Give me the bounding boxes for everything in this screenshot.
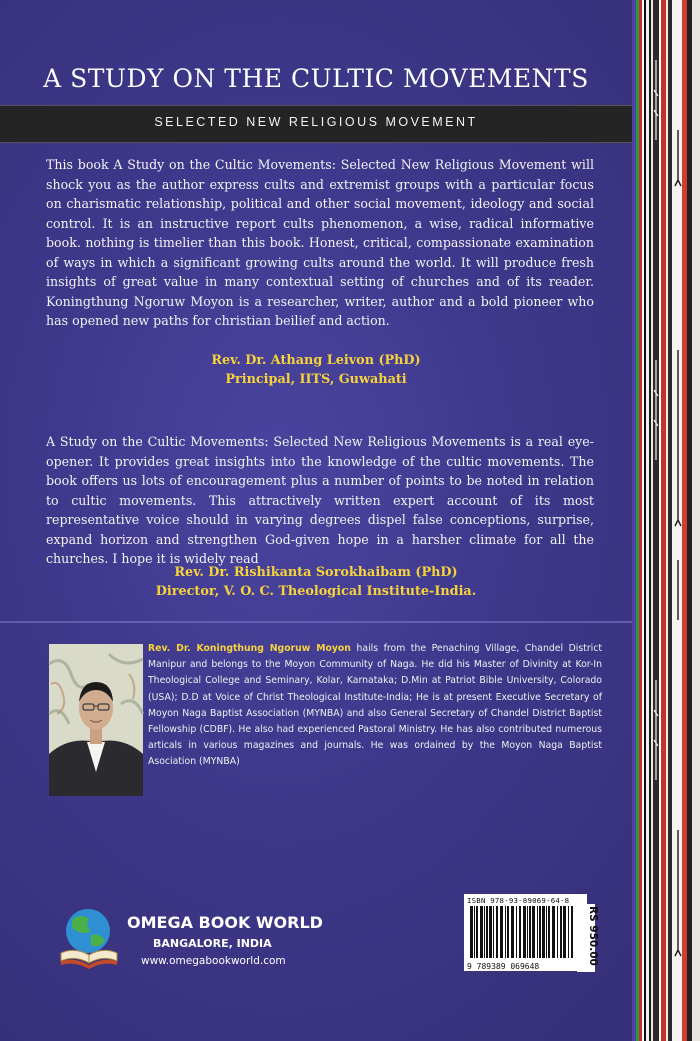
spine-edge bbox=[632, 0, 700, 1041]
barcode-panel bbox=[464, 894, 587, 971]
publisher-block bbox=[55, 905, 355, 985]
price-label bbox=[577, 904, 599, 972]
isbn-label: ISBN 978-93-89069-64-8 bbox=[467, 896, 570, 905]
endorsement-text-2: A Study on the Cultic Movements: Selected New Religious Movements is a real eye-opener. It provides great insights into the knowledge of the cultic movements. The book offers us lots of encouragement plus a number of points to be noted in relation to cultic movements. This attractively written expert account of its most representative voice should in varying degrees dispel false conceptions, surprise, expand horizon and strengthen God-given hope in a harsher climate for all the churches. I hope it is widely read bbox=[46, 434, 594, 566]
author-bio-text: hails from the Penaching Village, Chandel District Manipur and belongs to the Moyon Community of Naga. He did his Master of Divinity at Kor-In Theological College and Seminary, Kolar, Karnataka; D.Min at Patriot Bible University, Colorado (USA); D.D at Voice of Christ Theological Institute-India; He is at present Executive Secretary of Moyon Naga Baptist Association (MYNBA) and also General Secretary of Chandel District Baptist Fellowship (CDBF). He also had experienced Pastoral Ministry. He has also contributed numerous articals in various magazines and journals. He was ordained by the Moyon Naga Baptist Asociation (MYNBA) bbox=[148, 643, 602, 768]
author-photo bbox=[49, 644, 143, 796]
publisher-name: OMEGA BOOK WORLD bbox=[127, 913, 323, 932]
book-subtitle: SELECTED NEW RELIGIOUS MOVEMENT bbox=[154, 115, 478, 129]
author-bio bbox=[148, 641, 602, 771]
author-name: Rev. Dr. Koningthung Ngoruw Moyon bbox=[148, 643, 351, 654]
endorsement-text-1: This book A Study on the Cultic Movements: Selected New Religious Movement will shock you as the author express cults and extremist groups with a particular focus on charismatic relationship, political and other social movement, ideology and social control. It is an instructive report cults phenomenon, a wise, radical informative book. nothing is timelier than this book. Honest, critical, compassionate examination of ways in which a significant growing cults around the world. It will produce fresh insights of great value in many contextual setting of churches and of its reader. Koningthung Ngoruw Moyon is a researcher, writer, author and a bold pioneer who has opened new paths for christian beilief and action. bbox=[46, 157, 594, 328]
publisher-city: BANGALORE, INDIA bbox=[153, 937, 272, 950]
endorser-name: Rev. Dr. Athang Leivon (PhD) bbox=[211, 353, 421, 368]
barcode bbox=[464, 894, 587, 971]
barcode-digits: 9 789389 069648 bbox=[467, 962, 540, 971]
endorser-role: Director, V. O. C. Theological Institute-India. bbox=[155, 584, 477, 599]
price-text: RS 950.00 bbox=[587, 906, 599, 966]
endorsement-signature-1 bbox=[0, 351, 632, 389]
endorsement-signature-2 bbox=[0, 563, 632, 601]
endorser-role: Principal, IITS, Guwahati bbox=[225, 372, 407, 387]
endorser-name: Rev. Dr. Rishikanta Sorokhaibam (PhD) bbox=[174, 565, 458, 580]
publisher-website: www.omegabookworld.com bbox=[141, 955, 286, 967]
globe-book-logo-icon bbox=[55, 905, 125, 971]
author-portrait-image bbox=[49, 644, 143, 796]
book-title: A STUDY ON THE CULTIC MOVEMENTS bbox=[43, 64, 589, 93]
section-divider bbox=[0, 621, 632, 623]
